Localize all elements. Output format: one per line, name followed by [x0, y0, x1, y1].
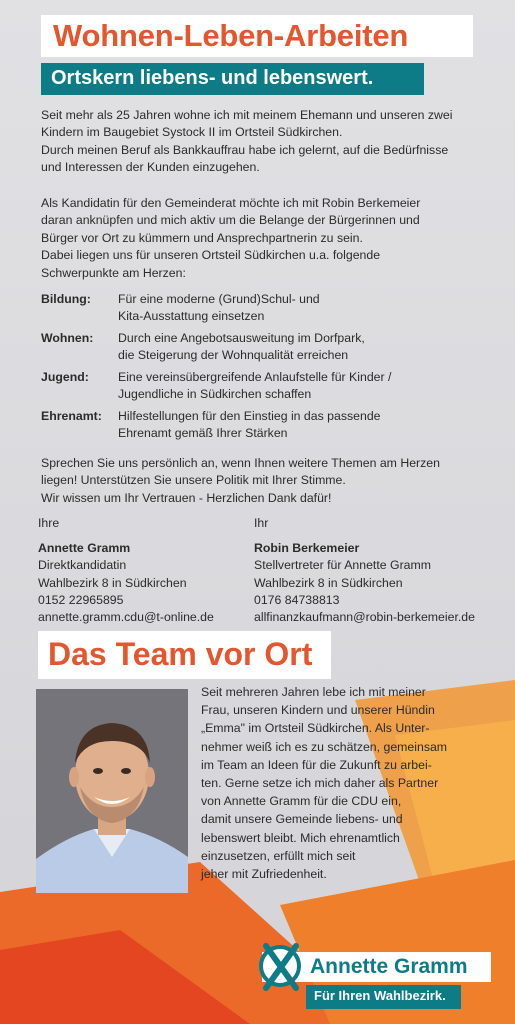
focus-text-line: die Steigerung der Wohnqualität erreichen [118, 348, 349, 363]
signature-district: Wahlbezirk 8 in Südkirchen [38, 575, 187, 590]
closing-paragraph [41, 455, 475, 507]
signature-annette [38, 515, 248, 626]
focus-label: Bildung: [41, 292, 91, 306]
signature-robin [254, 515, 514, 626]
closing-line: liegen! Unterstützen Sie unsere Politik mit Ihrer Stimme. [41, 473, 346, 488]
focus-item-ehrenamt [41, 408, 481, 444]
team-line: jeher mit Zufriedenheit. [201, 867, 327, 882]
closing-line: Wir wissen um Ihr Vertrauen - Herzlichen Dank dafür! [41, 490, 332, 505]
team-line: ten. Gerne setze ich mich daher als Partner [201, 776, 439, 791]
candidacy-line: Dabei liegen uns für unseren Ortsteil Südkirchen u.a. folgende [41, 248, 381, 263]
logo-name: Annette Gramm [310, 955, 468, 978]
signature-name: Robin Berkemeier [254, 541, 360, 556]
focus-text-line: Eine vereinsübergreifende Anlaufstelle für Kinder / [118, 370, 392, 384]
signature-email: allfinanzkaufmann@robin-berkemeier.de [254, 610, 475, 625]
signature-role: Direktkandidatin [38, 558, 127, 573]
focus-item-wohnen [41, 330, 481, 366]
candidate-logo [262, 952, 491, 982]
focus-text-line: Jugendliche in Südkirchen schaffen [118, 387, 312, 402]
signature-phone: 0176 84738813 [254, 592, 340, 607]
intro-line: Durch meinen Beruf als Bankkauffrau habe ich gelernt, auf die Bedürfnisse [41, 142, 449, 157]
signature-greeting: Ihre [38, 516, 60, 530]
focus-label: Jugend: [41, 370, 89, 384]
candidacy-line: Als Kandidatin für den Gemeinderat möchte ich mit Robin Berkemeier [41, 196, 421, 210]
focus-text-line: Hilfestellungen für den Einstieg in das passende [118, 409, 381, 423]
focus-label: Ehrenamt: [41, 409, 102, 423]
focus-text-line: Für eine moderne (Grund)Schul- und [118, 292, 320, 306]
header-title-box [41, 15, 473, 57]
candidacy-paragraph [41, 195, 475, 282]
focus-text-line: Durch eine Angebotsausweitung im Dorfpark, [118, 331, 365, 345]
focus-text-line: Kita-Ausstattung einsetzen [118, 309, 265, 324]
team-title: Das Team vor Ort [48, 636, 313, 672]
team-line: lebenswert bleibt. Mich ehrenamtlich [201, 830, 400, 845]
team-line: damit unsere Gemeinde liebens- und [201, 812, 403, 827]
logo-tagline: Für Ihren Wahlbezirk. [314, 988, 446, 1003]
focus-text [118, 408, 448, 443]
focus-label: Wohnen: [41, 331, 94, 345]
intro-line: Kindern im Baugebiet Systock II im Ortsteil Südkirchen. [41, 125, 343, 140]
team-line: Frau, unseren Kindern und unserer Hündin [201, 703, 435, 718]
team-line: einzusetzen, erfüllt mich seit [201, 848, 356, 863]
logo-tagline-box [306, 985, 461, 1009]
team-line: „Emma" im Ortsteil Südkirchen. Als Unter- [201, 721, 430, 736]
focus-item-jugend [41, 369, 481, 405]
candidacy-line: Schwerpunkte am Herzen: [41, 265, 186, 280]
team-title-box [38, 631, 331, 679]
portrait-photo [36, 689, 188, 893]
focus-text [118, 330, 448, 365]
focus-text-line: Ehrenamt gemäß Ihrer Stärken [118, 426, 288, 441]
signature-district: Wahlbezirk 8 in Südkirchen [254, 575, 403, 590]
team-line: nehmer weiß ich es zu schätzen, gemeinsam [201, 739, 448, 754]
header-subtitle-box [41, 63, 424, 95]
ballot-cross-icon [256, 936, 306, 996]
closing-line: Sprechen Sie uns persönlich an, wenn Ihnen weitere Themen am Herzen [41, 456, 440, 470]
intro-line: Seit mehr als 25 Jahren wohne ich mit meinem Ehemann und unseren zwei [41, 108, 453, 122]
page-subtitle: Ortskern liebens- und lebenswert. [51, 67, 374, 89]
candidacy-line: daran anknüpfen und mich aktiv um die Belange der Bürgerinnen und [41, 213, 420, 228]
signature-name: Annette Gramm [38, 541, 131, 556]
signature-role: Stellvertreter für Annette Gramm [254, 558, 432, 573]
intro-line: und Interessen der Kunden einzugehen. [41, 160, 260, 175]
team-line: Seit mehreren Jahren lebe ich mit meiner [201, 685, 426, 699]
signature-greeting: Ihr [254, 516, 269, 530]
focus-text [118, 369, 448, 404]
page-title: Wohnen-Leben-Arbeiten [53, 18, 409, 53]
candidacy-line: Bürger vor Ort zu kümmern und Ansprechpartnerin zu sein. [41, 230, 363, 245]
team-line: von Annette Gramm für die CDU ein, [201, 794, 402, 809]
team-paragraph [201, 683, 491, 883]
signature-email: annette.gramm.cdu@t-online.de [38, 610, 214, 625]
signature-phone: 0152 22965895 [38, 592, 124, 607]
focus-item-bildung [41, 291, 481, 327]
focus-text [118, 291, 448, 326]
intro-paragraph [41, 107, 475, 177]
focus-list [41, 291, 481, 447]
team-line: im Team an Ideen für die Zukunft zu arbei- [201, 757, 432, 772]
